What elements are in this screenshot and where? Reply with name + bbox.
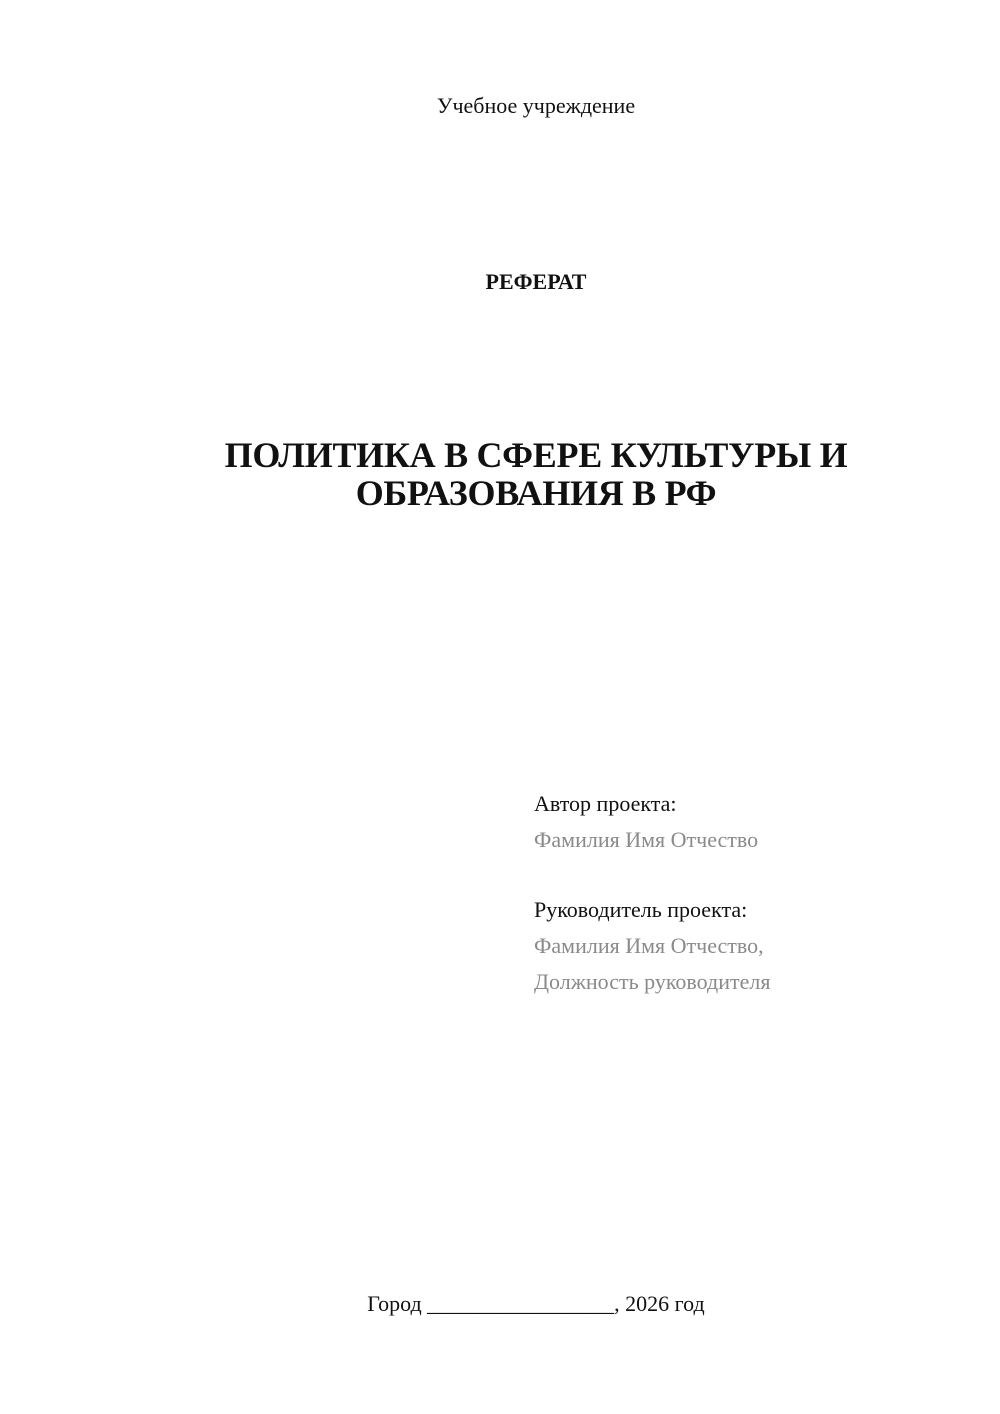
author-name: Фамилия Имя Отчество <box>534 827 759 852</box>
supervisor-label: Руководитель проекта: <box>534 897 748 922</box>
supervisor-name: Фамилия Имя Отчество, <box>534 933 764 958</box>
institution-name: Учебное учреждение <box>436 93 636 118</box>
city-year-line: Город _________________, 2026 год <box>367 1291 705 1316</box>
author-block <box>534 786 974 858</box>
document-type: РЕФЕРАТ <box>485 269 587 294</box>
supervisor-block <box>534 892 974 1000</box>
author-label: Автор проекта: <box>534 791 677 816</box>
document-title <box>150 436 922 512</box>
supervisor-position: Должность руководителя <box>534 969 771 994</box>
document-title-line-2: ОБРАЗОВАНИЯ В РФ <box>355 473 717 513</box>
document-title-line-1: ПОЛИТИКА В СФЕРЕ КУЛЬТУРЫ И <box>224 435 848 475</box>
